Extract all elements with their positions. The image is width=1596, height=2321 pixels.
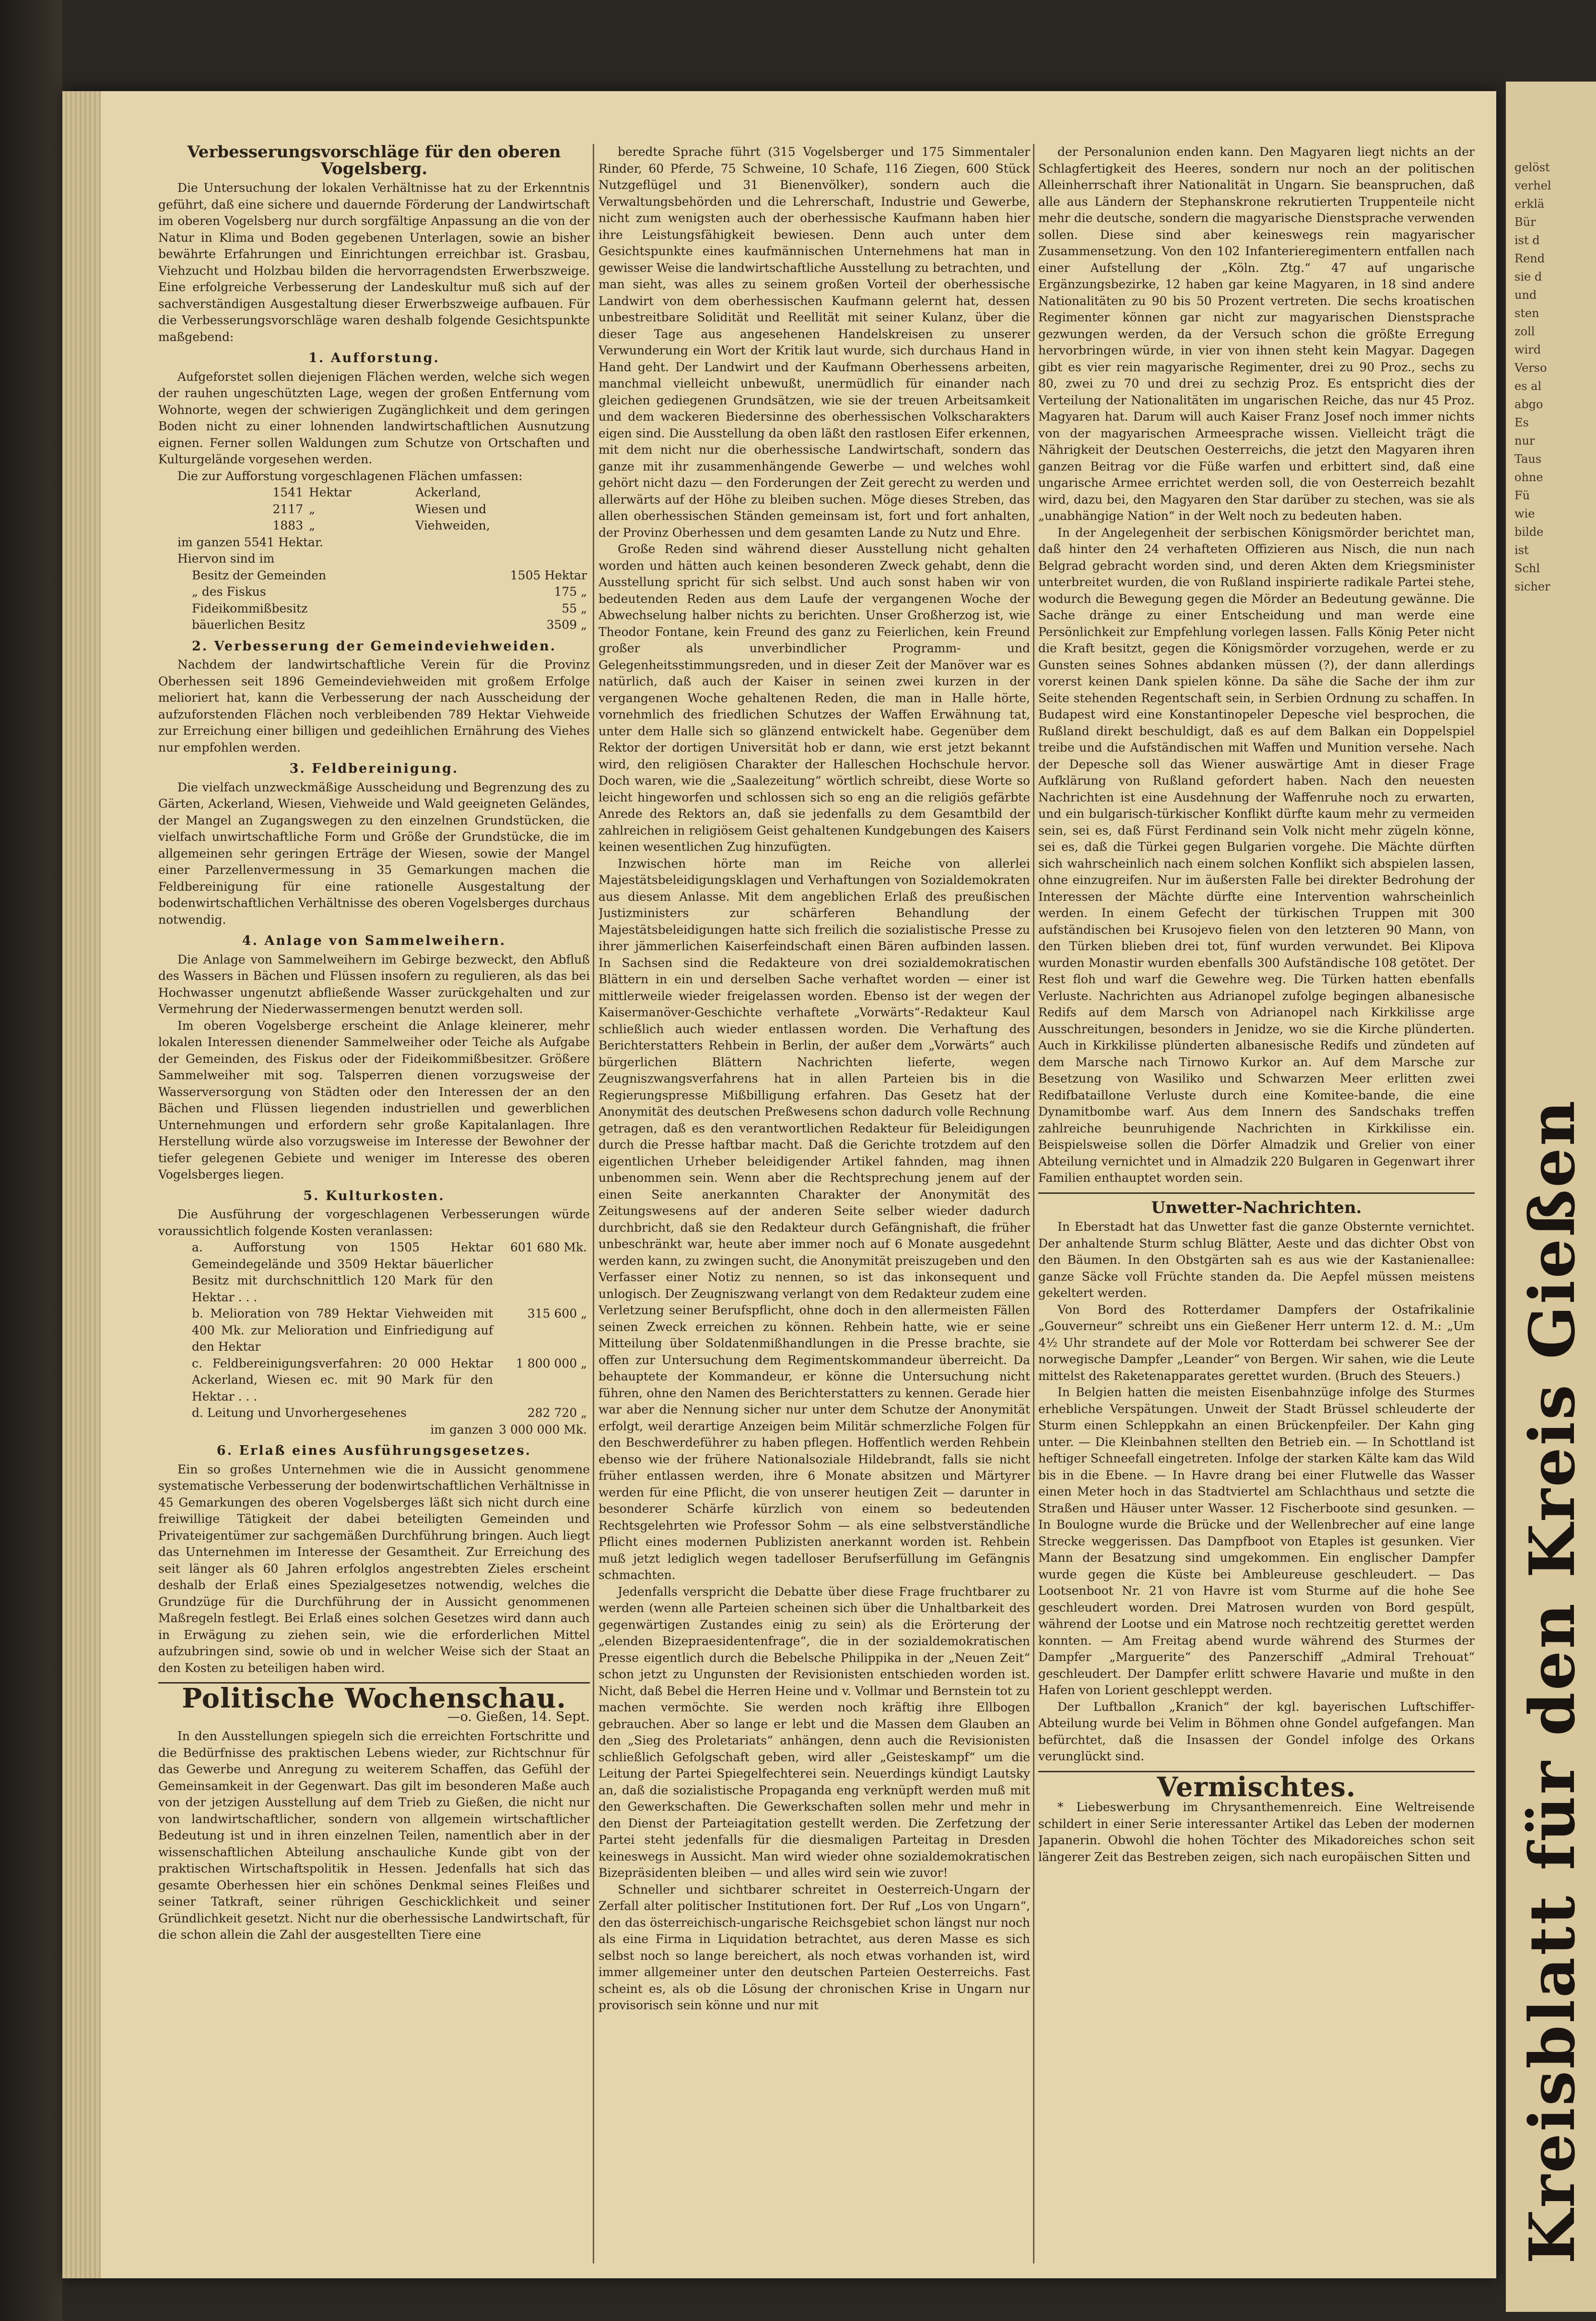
- section-heading: 1. Aufforstung.: [308, 351, 440, 365]
- section-heading: 3. Feldbereinigung.: [289, 761, 459, 776]
- paragraph: Inzwischen hörte man im Reiche von allerlei Majestätsbeleidigungsklagen und Verhaftungen von Sozialdemokraten aus diesem Anlasse. Mit dem angeblichen Erlaß des preußischen Justizministers zur schärferen Behandlung der Majestätsbeleidigungen hatte sich freilich die sozialistische Presse zu ihrer jämmerlichen Kaiserfeindschaft einen Bären aufbinden lassen. In Sachsen sind die Redakteure von drei sozialdemokratischen Blättern in ein und derselben Sache verhaftet worden — einer ist mittlerweile wieder freigelassen worden. Ebenso ist der wegen der Kaisermanöver-Geschichte verhaftete „Vorwärts“-Redakteur Kaul schließlich auch wieder entlassen worden. Die Verhaftung des Berichterstatters Rehbein in Berlin, der außer dem „Vorwärts“ auch bürgerlichen Blättern Nachrichten lieferte, wegen Zeugniszwangsverfahrens hat in allen Parteien bis in die Regierungspresse Mißbilligung erfahren. Das Gesetz hat der Anonymität des deutschen Preßwesens schon dadurch volle Rechnung getragen, daß es den verantwortlichen Redakteur für Beleidigungen durch die Presse haftbar macht. Daß die Gerichte trotzdem auf den eigentlichen Urheber beleidigender Artikel fahnden, mag ihnen unbenommen sein. Wenn aber die Rechtsprechung jenem auf der einen Seite anerkannten Charakter der Anonymität des Zeitungswesens auf der anderen Seite selber wieder dadurch durchbricht, daß sie den Redakteur durch Gefängnishaft, die früher unbeschränkt war, heute aber immer noch auf 6 Monate ausgedehnt werden kann, zu zwingen sucht, die Anonymität preiszugeben und den Verfasser einer Notiz zu nennen, so ist das inkonsequent und unlogisch. Der Zeugniszwang verlangt von dem Redakteur zudem eine Verletzung seiner Berufspflicht, ohne doch in den allermeisten Fällen seinen Zweck erreichen zu können. Rehbein hatte, wie er seine Mitteilung über Soldatenmißhandlungen in die Presse brachte, sie offen zur Untersuchung dem Regimentskommandeur überreicht. Da behauptete der Kommandeur, er könne die Untersuchung nicht führen, ohne den Namen des Berichterstatters zu kennen. Gerade hier war aber die Nennung sicher nur unter dem Schutze der Anonymität erfolgt, weil derartige Anzeigen beim Militär schmerzliche Folgen für den Beschwerdeführer zu haben pflegen. Hoffentlich werden Rehbein ebenso wie der frühere Nationalsoziale Hildebrandt, falls sie nicht früher entlassen werden, ihre 6 Monate absitzen und Märtyrer werden für eine Pflicht, die von unserer heutigen Zeit — darunter in besonderer Schärfe kürzlich von einem so bedeutenden Rechtsgelehrten wie Professor Sohm — als eine selbstverständliche Pflicht eines modernen Publizisten anerkannt worden ist. Rehbein muß jetzt lediglich wegen tadelloser Berufserfüllung im Gefängnis schmachten.: [598, 856, 1030, 1582]
- owners-table: [158, 567, 590, 634]
- adjacent-page-fragment: gelöst verhel erklä Bür ist d Rend sie d und sten zoll wird Verso es al abgo Es nur Taus ohne Fü wie bilde ist Schl sicher: [1514, 161, 1551, 593]
- table-cell: Ackerland,: [415, 485, 481, 499]
- section-title-unwetter: Unwetter-Nachrichten.: [1151, 1198, 1362, 1217]
- table-cell: b. Melioration von 789 Hektar Viehweiden mit 400 Mk. zur Melioration und Einfriedigung auf den Hektar: [192, 1307, 493, 1354]
- table-row: [158, 1239, 590, 1306]
- table-row: [158, 584, 590, 601]
- paragraph: Die Anlage von Sammelweihern im Gebirge bezweckt, den Abfluß des Wassers in Bächen und Flüssen insofern zu regulieren, als das bei Hochwasser ungenutzt abfließende Wasser zurückgehalten und zur Vermehrung der Niederwassermengen benutzt werden soll.: [158, 952, 590, 1016]
- owners-intro: Hiervon sind im: [177, 552, 275, 566]
- scan-left-margin: [0, 0, 62, 2321]
- column-rule-1: [593, 144, 594, 2263]
- table-row: [158, 518, 590, 534]
- paragraph: Der Luftballon „Kranich“ der kgl. bayerischen Luftschiffer-Abteilung wurde bei Velim in Böhmen ohne Gondel aufgefangen. Man befürchtet, daß die Insassen der Gondel infolge des Orkans verunglückt sind.: [1038, 1699, 1475, 1763]
- paragraph: In der Angelegenheit der serbischen Königsmörder berichtet man, daß hinter den 24 verhafteten Offizieren aus Nisch, die nun nach Belgrad gebracht worden sind, und deren Akten dem Kriegsminister unterbreitet wurden, die von Rußland inspirierte radikale Partei stehe, wodurch die Bewegung gegen die Mörder an Bedeutung gewänne. Die Sache dränge zu einer Entscheidung und man werde eine Persönlichkeit zur Empfehlung vorlegen lassen. Falls König Peter nicht die Kraft besitzt, gegen die Königsmörder vorzugehen, werde er zu Gunsten seines Sohnes abdanken müssen (?), der dann allerdings vorerst keinen Dank spielen könne. Da sähe die Sache der ihm zur Seite stehenden Regentschaft sein, in Serbien Ordnung zu schaffen. In Budapest wird eine Konstantinopeler Depesche viel besprochen, die Rußland direkt beschuldigt, daß es auf dem Balkan ein Doppelspiel treibe und die Aufständischen mit Waffen und Munition versehe. Nach der Depesche soll das Wiener auswärtige Amt in dieser Frage Aufklärung von Rußland gefordert haben. Nach den neuesten Nachrichten ist eine Ausdehnung der Waffenruhe noch zu erwarten, und ein bulgarisch-türkischer Konflikt dürfte kaum mehr zu vermeiden sein, sei es, daß Fürst Ferdinand sein Volk nicht mehr zügeln könne, sei es, daß die Türkei gegen Bulgarien vorgehe. Die Mächte dürften sich wahrscheinlich nach einem solchen Konflikt sich abspielen lassen, ohne einzugreifen. Nur im äußersten Falle bei direkter Bedrohung der Interessen der Mächte dürfte eine Intervention wahrscheinlich werden. In einem Gefecht der türkischen Truppen mit 300 aufständischen bei Krusojevo fielen von den letzteren 90 Mann, von den Türken blieben drei tot, fünf wurden verwundet. Bei Klipova wurden Monastir wurden ebenfalls 300 Aufständische 108 getötet. Der Rest floh und warf die Gewehre weg. Die Türken hatten ebenfalls Verluste. Nachrichten aus Adrianopel zufolge begingen albanesische Redifs auf dem Marsch von Adrianopel nach Kirkkilisse arge Ausschreitungen, besonders in Jenidze, wo sie die Kirche plünderten. Auch in Kirkkilisse plünderten albanesische Redifs und zündeten auf dem Marsche nach Tirnowo Kurkor an. Auf dem Marsche zur Besetzung von Wasiliko und Schwarzen Meer erlitten zwei Redifbataillone Verluste durch eine Komitee-bande, die eine Dynamitbombe warf. Aus dem Innern des Sandschaks treffen zahlreiche beunruhigende Nachrichten in Kirkkilisse ein. Beispielsweise sollen die Dörfer Almadzik und Grelier von einer Abteilung vernichtet und in Almadzik 220 Bulgaren in Gegenwart ihrer Familien enthauptet worden sein.: [1038, 525, 1475, 1185]
- table-cell: d. Leitung und Unvorhergesehenes: [192, 1406, 407, 1420]
- table-cell: 175 „: [554, 585, 587, 599]
- article-divider: [1038, 1192, 1475, 1194]
- paragraph: Nachdem der landwirtschaftliche Verein für die Provinz Oberhessen seit 1896 Gemeindeviehweiden mit großem Erfolge melioriert hat, kann die Verbesserung der nach Ausscheidung der aufzuforstenden Flächen noch verbleibenden 789 Hektar Viehweide zur Erreichung einer billigen und gedeihlichen Ernährung des Viehes nur empfohlen werden.: [158, 658, 590, 754]
- table-row: [158, 601, 590, 617]
- paragraph: Im oberen Vogelsberge erscheint die Anlage kleinerer, mehr lokalen Interessen dienender Sammelweiher oder Teiche als Aufgabe der Gemeinden, des Fiskus oder der Fideikommißbesitzer. Größere Sammelweiher mit sog. Talsperren dienen vorzugsweise der Wasserversorgung von Städten oder den Interessen der an den Bächen und Flüssen liegenden industriellen und gewerblichen Unternehmungen und erfordern sehr große Kapitalanlagen. Ihre Herstellung würde also vorzugsweise im Interesse der Bewohner der tiefer gelegenen Gebiete und weniger im Interesse des oberen Vogelsberges liegen.: [158, 1018, 590, 1181]
- paragraph: * Liebeswerbung im Chrysanthemenreich. Eine Weltreisende schildert in einer Serie interessanter Artikel das Leben der modernen Japanerin. Obwohl die hohen Töchter des Mikadoreiches schon seit längerer Zeit das Bestreben zeigen, sich nach europäischen Sitten und: [1038, 1800, 1475, 1864]
- table-cell: „: [309, 518, 316, 532]
- column-3: [1038, 144, 1475, 2263]
- adjacent-page: [1506, 82, 1596, 2312]
- table-cell: 315 600 „: [527, 1307, 587, 1320]
- paragraph: Jedenfalls verspricht die Debatte über diese Frage fruchtbarer zu werden (wenn alle Parteien scheinen sich über die Unhaltbarkeit des gegenwärtigen Zustandes einig zu sein) als die Erörterung der „elenden Bizepraesidentenfrage“, die in der sozialdemokratischen Presse eigentlich durch die Bebelsche Philippika in der „Neuen Zeit“ schon jetzt zu Ungunsten der Revisionisten entschieden worden ist. Nicht, daß Bebel die Herren Heine und v. Vollmar und Bernstein tot zu machen vermöchte. Sie werden noch kräftig ihre Ellbogen gebrauchen. Aber so lange er lebt und die Massen dem Glauben an den „Sieg des Proletariats“ anhängen, denn auch die Revisionisten schließlich Gefolgschaft geben, wird aller „Geisteskampf“ um die Leitung der Partei Spiegelfechterei sein. Neuerdings kündigt Lautsky an, daß die sozialistische Propaganda eng verknüpft werden muß mit den Gewerkschaften. Die Gewerkschaften sollen mehr und mehr in den Dienst der Parteiagitation gestellt werden. Die Zerfetzung der Partei steht jedenfalls für die diesmaligen Parteitag in Dresden keineswegs in Aussicht. Man wird wieder ohne sozialdemokratischen Bizepräsidenten bleiben — und alles wird sein wie zuvor!: [598, 1584, 1030, 1880]
- table-row: [158, 501, 590, 518]
- dateline: —o. Gießen, 14. Sept.: [447, 1709, 590, 1724]
- table-cell: a. Aufforstung von 1505 Hektar Gemeindegelände und 3509 Hektar bäuerlicher Besitz mit durchschnittlich 120 Mark für den Hektar . . .: [192, 1240, 493, 1304]
- section-heading: 2. Verbesserung der Gemeindeviehweiden.: [192, 638, 556, 654]
- table-cell: Viehweiden,: [415, 518, 490, 532]
- table-cell: 1505 Hektar: [510, 568, 587, 582]
- paragraph: Die Untersuchung der lokalen Verhältnisse hat zu der Erkenntnis geführt, daß eine sichere und dauernde Förderung der Landwirtschaft im oberen Vogelsberg nur durch sorgfältige Anpassung an die von der Natur in Klima und Boden gegebenen Unterlagen, sowie an bisher bewährte Erfahrungen und Einrichtungen erreichbar ist. Grasbau, Viehzucht und Holzbau bilden die hervorragendsten Erwerbszweige. Eine erfolgreiche Verbesserung der Landeskultur muß sich auf der sachverständigen Ausgestaltung dieser Erwerbszweige aufbauen. Für die Verbesserungsvorschläge waren deshalb folgende Gesichtspunkte maßgebend:: [158, 181, 590, 344]
- table-row: [158, 1422, 590, 1438]
- table-cell: Besitz der Gemeinden: [192, 568, 327, 582]
- column-2: [598, 144, 1030, 2263]
- section-title-vermischtes: Vermischtes.: [1157, 1771, 1356, 1803]
- table-cell: Wiesen und: [415, 502, 487, 516]
- paragraph: In Belgien hatten die meisten Eisenbahnzüge infolge des Sturmes erhebliche Verspätungen. Unweit der Stadt Brüssel schleuderte der Sturm einen Schleppkahn an einen Brückenpfeiler. Der Kahn ging unter. — Die Kleinbahnen stellten den Betrieb ein. — In Schottland ist heftiger Schneefall eingetreten. Infolge der starken Kälte kam das Wild bis in die Ebene. — In Havre drang bei einer Flutwelle das Wasser einen Meter hoch in das Stadtviertel am Schlachthaus und setzte die Straßen und Häuser unter Wasser. 12 Fischerboote sind gesunken. — In Boulogne wurde die Brücke und der Wellenbrecher auf eine lange Strecke weggerissen. Das Dampfboot von Etaples ist gesunken. Vier Mann der Besatzung sind umgekommen. Ein englischer Dampfer wurde gegen die Küste bei Ambleureuse geschleudert. — Das Lootsenboot Nr. 21 von Havre ist vom Sturme auf die hohe See geschleudert worden. Drei Matrosen wurden von Bord gespült, während der Lootse und ein Matrose noch rechtzeitig gerettet werden konnten. — Am Freitag abend wurde während des Sturmes der Dampfer „Marguerite“ des Panzerschiff „Admiral Trehouat“ geschleudert. Der Dampfer erlitt schwere Havarie und mußte in den Hafen von Lorient geschleppt werden.: [1038, 1385, 1475, 1697]
- page-stack-edges: [62, 91, 101, 2278]
- table-cell: 55 „: [562, 601, 587, 615]
- table-row: [158, 567, 590, 584]
- masthead-vertical: Kreisblatt für den Kreis Gießen: [1515, 1098, 1589, 2264]
- table-cell: Fideikommißbesitz: [192, 601, 308, 615]
- table-cell: im ganzen: [430, 1422, 493, 1437]
- table-cell: 2117: [272, 502, 304, 516]
- table-cell: 1541: [272, 485, 304, 499]
- paragraph: Große Reden sind während dieser Ausstellung nicht gehalten worden und hätten auch keinen besonderen Zweck gehabt, denn die Ausstellung spricht für sich selbst. Und auch sonst haben wir von bedeutenden Reden aus dem Laufe der vergangenen Woche der Abwechselung halber nichts zu berichten. Unser Großherzog ist, wie Theodor Fontane, kein Freund des ganz zu Feierlichen, kein Freund großer als unverbindlicher Programm- und Gelegenheitsstimmungsreden, und in dieser Zeit der Manöver war es natürlich, daß auch der Kaiser in seinen zwei kurzen in der vergangenen Woche gehaltenen Reden, die man in Halle hörte, vornehmlich des friedlichen Schutzes der Waffen Erwähnung tat, unter dem Halle sich so glänzend entwickelt habe. Gegenüber dem Rektor der dortigen Universität hob er dann, wie erst jetzt bekannt wird, den religiösen Charakter der Halleschen Hochschule hervor. Doch waren, wie die „Saalezeitung“ wörtlich schreibt, diese Worte so leicht hingeworfen und schlossen sich so eng an die religiös gefärbte Anrede des Rektors an, daß sie jedenfalls zu dem Gesamtbild der zahlreichen in religiösem Geist gehaltenen Kundgebungen des Kaisers keinen wesentlichen Zug hinzufügten.: [598, 542, 1030, 854]
- areas-table: [158, 484, 590, 534]
- paragraph: Schneller und sichtbarer schreitet in Oesterreich-Ungarn der Zerfall alter politischer Institutionen fort. Der Ruf „Los von Ungarn“, den das österreichisch-ungarische Reichsgebiet schon längst nur noch als eine Firma in Liquidation betrachtet, aus deren Masse es sich selbst noch so lange bereichert, als noch etwas vorhanden ist, wird immer allgemeiner unter den deutschen Parteien Oesterreichs. Fast scheint es, als ob die Lösung der chronischen Krise in Ungarn nur provisorisch sein könne und nur mit: [598, 1882, 1030, 2012]
- paragraph: Von Bord des Rotterdamer Dampfers der Ostafrikalinie „Gouverneur“ schreibt uns ein Gießener Herr unterm 12. d. M.: „Um 4½ Uhr strandete auf der Mole vor Rotterdam bei schwerer See der norwegische Dampfer „Leander“ von Bergen. Wir sahen, wie die Leute mittelst des Raketenapparates gerettet wurden. (Bruch des Steuers.): [1038, 1302, 1475, 1383]
- section-heading: 5. Kulturkosten.: [303, 1188, 445, 1203]
- costs-table: [158, 1239, 590, 1438]
- paragraph: der Personalunion enden kann. Den Magyaren liegt nichts an der Schlagfertigkeit des Heeres, sondern nur noch an der politischen Alleinherrschaft ihrer Nationalität in Ungarn. Sie beanspruchen, daß alle aus Ländern der Stephanskrone rekrutierten Truppenteile nicht mehr die deutsche, sondern die magyarische Dienstsprache verwenden sollen. Diese sind aber keineswegs rein magyarischer Zusammensetzung. Von den 102 Infanterieregimentern entfallen nach einer Aufstellung der „Köln. Ztg.“ 47 auf ungarische Ergänzungsbezirke, 12 haben gar keine Magyaren, in 18 sind andere Nationalitäten zu 90 bis 50 Prozent vertreten. Die sechs kroatischen Regimenter können gar nicht zur magyarischen Dienstsprache gezwungen werden, da der Versuch schon die größte Erregung hervorbringen würde, in vier von ihnen steht kein Magyar. Dagegen gibt es vier rein magyarische Regimenter, drei zu 90 Proz., sechs zu 80, zwei zu 70 und drei zu sechzig Proz. Es entspricht dies der Verteilung der Nationalitäten im ungarischen Reiche, das nur 45 Proz. Magyaren hat. Darum will auch Kaiser Franz Josef noch immer nichts von der magyarischen Armeesprache wissen. Vielleicht trägt die Nährigkeit der Deutschen Oesterreichs, die jetzt den Magyaren ihren ganzen Beitrag vor die Füße warfen und erbittert sind, daß eine ungarische Armee errichtet werden soll, die von Oesterreich bezahlt wird, dazu bei, den Magyaren den Star darüber zu stechen, was sie als „unabhängige Nation“ in der Welt noch zu bedeuten haben.: [1038, 145, 1475, 523]
- table-cell: bäuerlichen Besitz: [192, 618, 305, 632]
- table-cell: 282 720 „: [527, 1406, 587, 1420]
- table-cell: 1 800 000 „: [516, 1356, 587, 1370]
- paragraph: Die Ausführung der vorgeschlagenen Verbesserungen würde voraussichtlich folgende Kosten veranlassen:: [158, 1207, 590, 1238]
- table-row: [158, 1405, 590, 1422]
- paragraph: Ein so großes Unternehmen wie die in Aussicht genommene systematische Verbesserung der bodenwirtschaftlichen Verhältnisse in 45 Gemarkungen des oberen Vogelsberges läßt sich nicht durch eine freiwillige Tätigkeit der dabei beteiligten Gemeinden und Privateigentümer zur sachgemäßen Durchführung bringen. Auch liegt das Unternehmen im Interesse der Gesamtheit. Zur Erreichung des seit länger als 60 Jahren erfolglos angestrebten Zieles erscheint deshalb der Erlaß eines Spezialgesetzes notwendig, welches die Grundzüge für die Durchführung der in Aussicht genommenen Maßregeln festlegt. Bei Erlaß eines solchen Gesetzes wird dann auch in Erwägung zu ziehen sein, wie die erforderlichen Mittel aufzubringen sind, sowie ob und in welcher Weise sich der Staat an den Kosten zu beteiligen haben wird.: [158, 1462, 590, 1675]
- table-row: [158, 484, 590, 501]
- paragraph: In den Ausstellungen spiegeln sich die erreichten Fortschritte und die Bedürfnisse des praktischen Lebens wieder, zur Richtschnur für das Gewerbe und Anregung zu weiterem Schaffen, das Gefühl der Gemeinsamkeit in der Gegenwart. Das gilt im besonderen Maße auch von der jetzigen Ausstellung auf dem Trieb zu Gießen, die nicht nur von landwirtschaftlicher, sondern von allgemein wirtschaftlicher Bedeutung ist und in ihren einzelnen Teilen, namentlich aber in der wissenschaftlichen Abteilung anschauliche Kunde gibt von der praktischen Wirtschaftspolitik in Hessen. Jedenfalls hat sich das gesamte Oberhessen hier ein schönes Denkmal seines Fleißes und seiner Tatkraft, seiner rührigen Geschicklichkeit und seiner Gründlichkeit gesetzt. Nicht nur die oberhessische Landwirtschaft, für die schon allein die Zahl der ausgestellten Tiere eine: [158, 1729, 590, 1942]
- section-heading: 4. Anlage von Sammelweihern.: [242, 933, 506, 948]
- article-title-vogelsberg: Verbesserungsvorschläge für den oberen Vogelsberg.: [187, 144, 561, 178]
- table-row: [158, 1355, 590, 1405]
- paragraph: Aufgeforstet sollen diejenigen Flächen werden, welche sich wegen der rauhen ungeschützten Lage, wegen der großen Entfernung vom Wohnorte, wegen der schwierigen Zugänglichkeit und dem geringen Boden nicht zu einer lohnenden landwirtschaftlichen Ausnutzung eignen. Ferner sollen Waldungen zum Schutze von Ortschaften und Kulturgelände vorgesehen werden.: [158, 369, 590, 466]
- column-rule-2: [1033, 144, 1034, 2263]
- section-heading: 6. Erlaß eines Ausführungsgesetzes.: [216, 1443, 532, 1458]
- table-cell: 3 000 000 Mk.: [499, 1422, 587, 1437]
- areas-total: im ganzen 5541 Hektar.: [177, 535, 324, 549]
- table-row: [158, 617, 590, 634]
- table-cell: 1883: [272, 518, 304, 532]
- table-cell: Hektar: [309, 485, 352, 499]
- column-1: [158, 144, 590, 2263]
- table-cell: „ des Fiskus: [192, 585, 266, 599]
- table-cell: 601 680 Mk.: [510, 1240, 587, 1254]
- paragraph: In Eberstadt hat das Unwetter fast die ganze Obsternte vernichtet. Der anhaltende Sturm schlug Blätter, Aeste und das dichter Obst von den Bäumen. In den Obstgärten sah es aus wie der Kastanienallee: ganze Säcke voll Früchte standen da. Die Aepfel müssen meistens gekeltert werden.: [1038, 1220, 1475, 1300]
- table-cell: „: [309, 502, 316, 516]
- table-row: [158, 1306, 590, 1355]
- paragraph: beredte Sprache führt (315 Vogelsberger und 175 Simmentaler Rinder, 60 Pferde, 75 Schweine, 10 Schafe, 116 Ziegen, 600 Stück Nutzgeflügel und 31 Bienenvölker), sondern auch die Verwaltungsbehörden und die Lehrerschaft, Industrie und Gewerbe, nicht zum wenigsten auch der oberhessische Kaufmann haben hier ihre Leistungsfähigkeit bewiesen. Denn auch unter dem Gesichtspunkte eines kaufmännischen Unternehmens hat man in gewisser Weise die landwirtschaftliche Ausstellung zu betrachten, und man sieht, was alles zu seinem großen Vorteil der oberhessische Landwirt von dem oberhessischen Kaufmann gelernt hat, dessen unbestreitbare Solidität und Reellität mit seiner Kulanz, über die dieser Tage aus angesehenen Handelskreisen zu unserer Verwunderung ein Wort der Kritik laut wurde, sich durchaus Hand in Hand geht. Der Landwirt und der Kaufmann Oberhessens arbeiten, manchmal vielleicht unbewußt, unermüdlich für einander nach gleichen gediegenen Grundsätzen, wie sie der treuen Arbeitsamkeit und dem wackeren Biedersinne des oberhessischen Volkscharakters eigen sind. Die Ausstellung da oben läßt den rastlosen Eifer erkennen, mit dem nicht nur die oberhessische Landwirtschaft, sondern das ganze mit ihr zusammenhängende Gewerbe — und welches wohl gehört nicht dazu — den Forderungen der Zeit gerecht zu werden und allerwärts auf der Höhe zu bleiben suchen. Möge dieses Streben, das allen oberhessischen Ständen gemeinsam ist, fort und fort anhalten, der Provinz Oberhessen und dem gesamten Lande zu Nutz und Ehre.: [598, 145, 1030, 540]
- table-cell: c. Feldbereinigungsverfahren: 20 000 Hektar Ackerland, Wiesen ec. mit 90 Mark für den Hektar . . .: [192, 1356, 493, 1403]
- table-cell: 3509 „: [546, 618, 587, 632]
- paragraph: Die vielfach unzweckmäßige Ausscheidung und Begrenzung des zu Gärten, Ackerland, Wiesen, Viehweide und Wald geeigneten Geländes, der Mangel an Zugangswegen zu den einzelnen Grundstücken, die vielfach unwirtschaftliche Form und Größe der Grundstücke, die im allgemeinen sehr geringen Erträge der Wiesen, sowie der Mangel einer Parzellenvermessung in 35 Gemarkungen machen die Feldbereinigung für eine rationelle Ausgestaltung der bodenwirtschaftlichen Verhältnisse des oberen Vogelsberges durchaus notwendig.: [158, 780, 590, 927]
- paragraph: Die zur Aufforstung vorgeschlagenen Flächen umfassen:: [177, 469, 523, 483]
- article-title-wochenschau: Politische Wochenschau.: [182, 1683, 566, 1714]
